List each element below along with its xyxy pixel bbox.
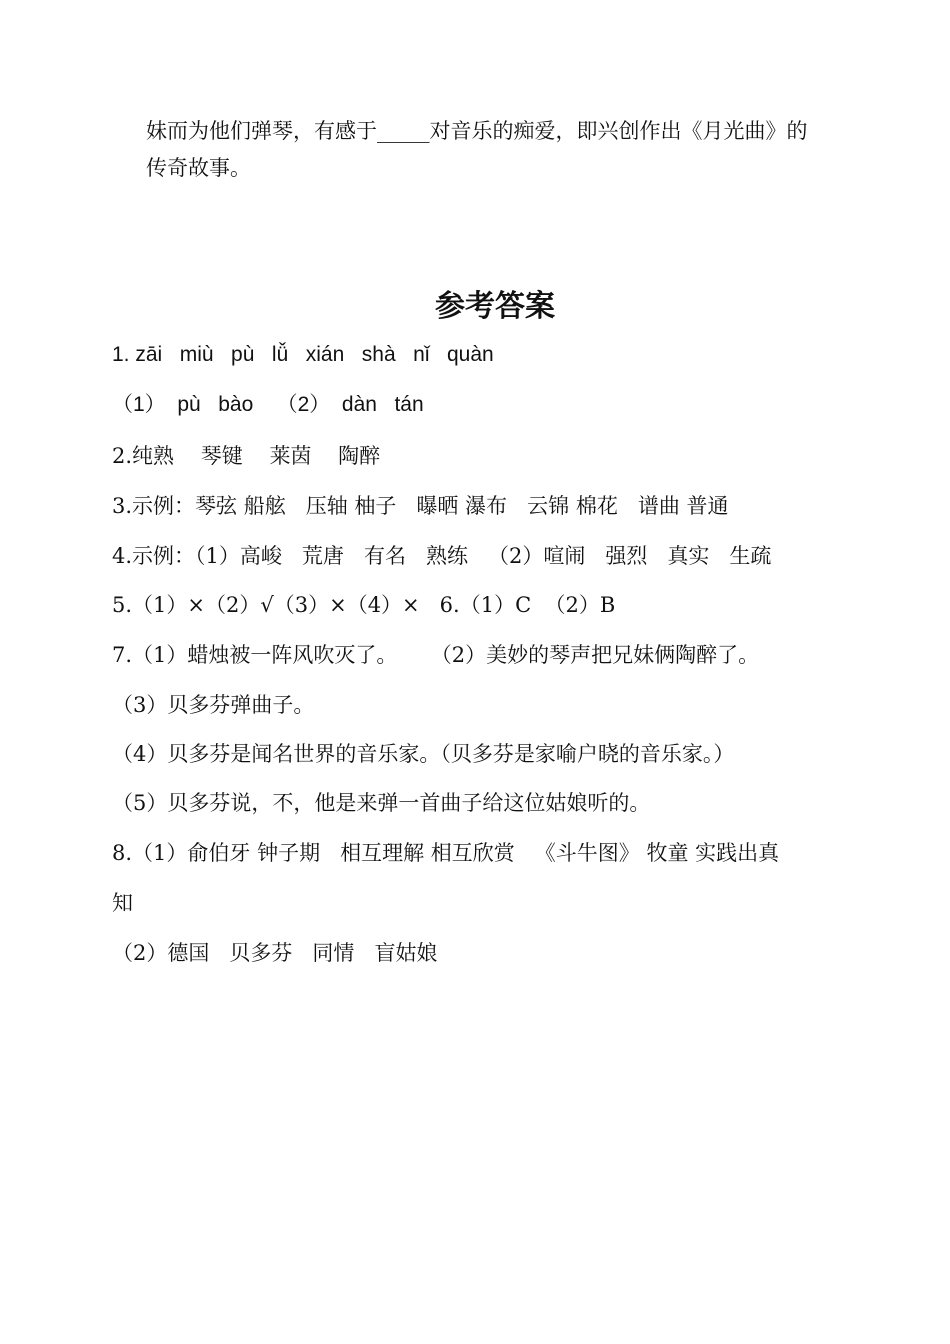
answer-7-5: （5）贝多芬说，不，他是来弹一首曲子给这位姑娘听的。: [112, 791, 651, 815]
answer-7-1: 7.（1）蜡烛被一阵风吹灭了。 （2）美妙的琴声把兄妹俩陶醉了。: [112, 643, 760, 667]
answer-2: 2.纯熟 琴键 莱茵 陶醉: [112, 444, 381, 468]
passage-line-1: 妹而为他们弹琴，有感于_____对音乐的痴爱，即兴创作出《月光曲》的: [146, 119, 808, 143]
answer-8-2: （2）德国 贝多芬 同情 盲姑娘: [112, 941, 438, 965]
answer-1-sub: （1） pù bào （2） dàn tán: [112, 393, 424, 416]
answer-7-3: （3）贝多芬弹曲子。: [112, 693, 315, 717]
answer-3: 3.示例：琴弦 船舷 压轴 柚子 曝晒 瀑布 云锦 棉花 谱曲 普通: [112, 494, 729, 518]
answer-5-6: 5.（1）×（2）√（3）×（4）× 6.（1）C （2）B: [112, 593, 616, 617]
answers-title: 参考答案: [435, 289, 555, 324]
passage-line-2: 传奇故事。: [146, 156, 251, 180]
answer-8-1-cont: 知: [112, 891, 133, 915]
answer-7-4: （4）贝多芬是闻名世界的音乐家。（贝多芬是家喻户晓的音乐家。）: [112, 742, 735, 766]
answer-1-pinyin: 1. zāi miù pù lǚ xián shà nǐ quàn: [112, 343, 494, 366]
answer-8-1: 8.（1）俞伯牙 钟子期 相互理解 相互欣赏 《斗牛图》 牧童 实践出真: [112, 841, 780, 865]
answer-4: 4.示例：（1）高峻 荒唐 有名 熟练 （2）喧闹 强烈 真实 生疏: [112, 544, 772, 568]
